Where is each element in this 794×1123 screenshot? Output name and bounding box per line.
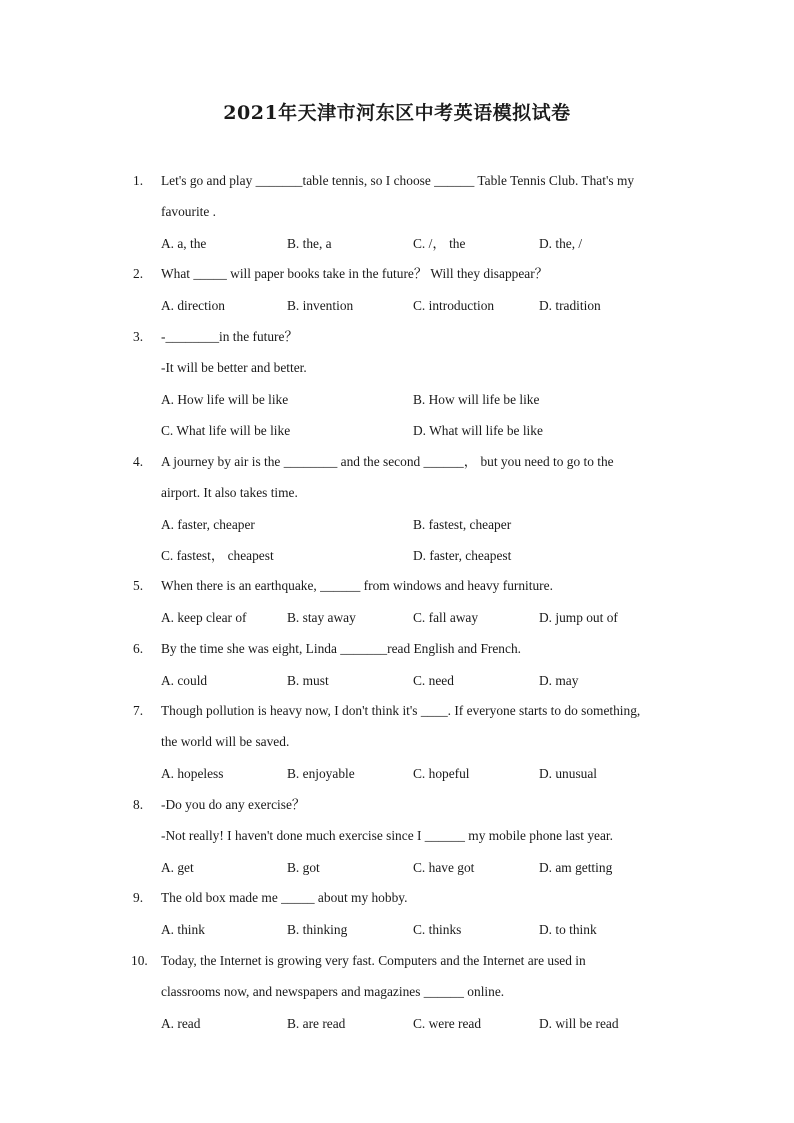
option-a: A. a, the [161, 236, 207, 251]
question-text: -Not really! I haven't done much exercise since I ______ my mobile phone last year. [161, 828, 613, 843]
option-a: A. read [161, 1016, 201, 1031]
option-c: C. fall away [413, 610, 479, 625]
option-c: C. hopeful [413, 766, 470, 781]
question-number: 3. [133, 329, 144, 344]
question-text: airport. It also takes time. [161, 485, 298, 500]
question-number: 4. [133, 454, 144, 469]
option-c: C. thinks [413, 922, 462, 937]
question-number: 9. [133, 890, 144, 905]
question-text: By the time she was eight, Linda _______read English and French. [161, 641, 521, 656]
option-a: A. keep clear of [161, 610, 247, 625]
option-d: D. unusual [539, 766, 598, 781]
question-number: 2. [133, 266, 144, 281]
question-number: 5. [133, 578, 144, 593]
option-d: D. tradition [539, 298, 601, 313]
question-text: favourite . [161, 204, 217, 219]
option-a: A. think [161, 922, 205, 937]
option-b: B. invention [287, 298, 354, 313]
option-a: A. could [161, 673, 208, 688]
option-d: D. faster, cheapest [413, 548, 512, 563]
question-text: The old box made me _____ about my hobby. [161, 890, 408, 905]
option-d: D. am getting [539, 860, 613, 875]
option-b: B. stay away [287, 610, 356, 625]
question-number: 10. [131, 953, 148, 968]
option-b: B. must [287, 673, 329, 688]
option-b: B. fastest, cheaper [413, 517, 512, 532]
option-b: B. the, a [287, 236, 332, 251]
option-a: A. How life will be like [161, 392, 289, 407]
option-a: A. faster, cheaper [161, 517, 255, 532]
option-b: B. are read [287, 1016, 346, 1031]
option-a: A. get [161, 860, 194, 875]
option-b: B. How will life be like [413, 392, 540, 407]
question-text: When there is an earthquake, ______ from windows and heavy furniture. [161, 578, 553, 593]
option-c: C. were read [413, 1016, 482, 1031]
option-b: B. thinking [287, 922, 348, 937]
option-c: C. have got [413, 860, 475, 875]
question-number: 8. [133, 797, 144, 812]
option-c: C. What life will be like [161, 423, 291, 438]
option-b: B. enjoyable [287, 766, 355, 781]
option-d: D. the, / [539, 236, 583, 251]
page-title: 2021年天津市河东区中考英语模拟试卷 [223, 102, 571, 124]
option-d: D. to think [539, 922, 597, 937]
option-d: D. will be read [539, 1016, 619, 1031]
option-c: C. /， the [413, 236, 466, 251]
question-text: Though pollution is heavy now, I don't think it's ____. If everyone starts to do something, [161, 703, 641, 718]
option-d: D. may [539, 673, 579, 688]
question-text: A journey by air is the ________ and the second ______， but you need to go to the [161, 454, 614, 469]
question-number: 6. [133, 641, 144, 656]
option-c: C. introduction [413, 298, 495, 313]
question-number: 7. [133, 703, 144, 718]
question-text: -It will be better and better. [161, 360, 307, 375]
option-a: A. direction [161, 298, 225, 313]
question-text: Today, the Internet is growing very fast. Computers and the Internet are used in [161, 953, 586, 968]
option-c: C. fastest， cheapest [161, 548, 274, 563]
option-a: A. hopeless [161, 766, 224, 781]
question-text: What _____ will paper books take in the future？ Will they disappear？ [161, 266, 549, 281]
option-d: D. What will life be like [413, 423, 543, 438]
question-text: the world will be saved. [161, 734, 290, 749]
option-b: B. got [287, 860, 320, 875]
question-text: -Do you do any exercise？ [161, 797, 306, 812]
question-number: 1. [133, 173, 144, 188]
question-text: Let's go and play _______table tennis, so I choose ______ Table Tennis Club. That's my [161, 173, 635, 188]
option-c: C. need [413, 673, 454, 688]
question-text: classrooms now, and newspapers and magazines ______ online. [161, 984, 505, 999]
question-text: -________in the future？ [161, 329, 298, 344]
option-d: D. jump out of [539, 610, 618, 625]
